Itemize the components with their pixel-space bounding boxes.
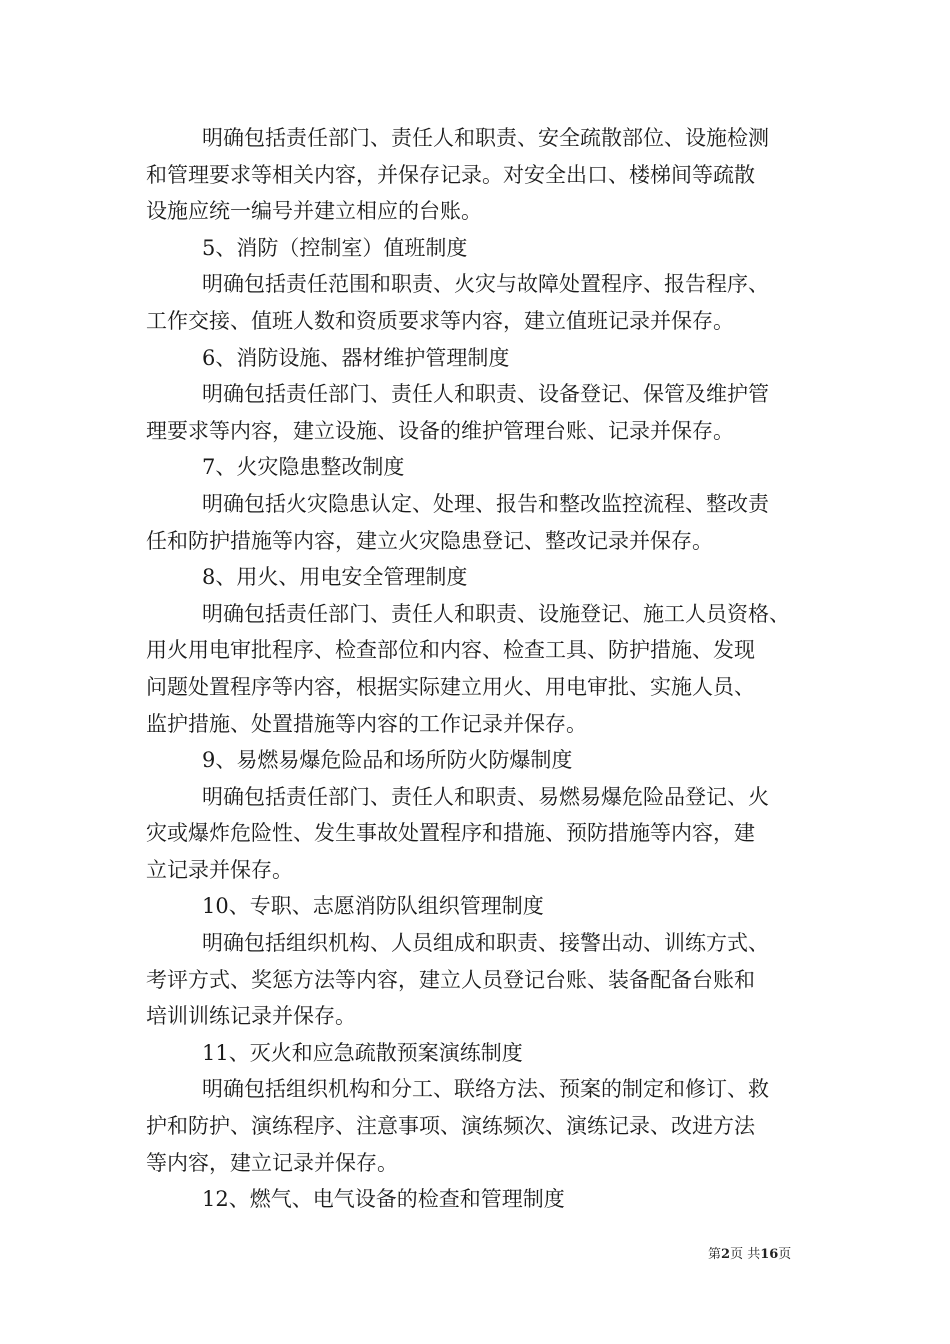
text-line: 理要求等内容，建立设施、设备的维护管理台账、记录并保存。 (146, 418, 734, 443)
total-page-count: 16 (760, 1247, 779, 1262)
text-line: 6、消防设施、器材维护管理制度 (202, 345, 510, 370)
text-line: 明确包括责任范围和职责、火灾与故障处置程序、报告程序、 (202, 272, 769, 297)
footer-middle: 页 共 (730, 1247, 761, 1262)
text-line: 明确包括责任部门、责任人和职责、设备登记、保管及维护管 (202, 382, 769, 407)
footer-prefix: 第 (708, 1247, 722, 1262)
text-line: 立记录并保存。 (146, 857, 293, 882)
text-line: 用火用电审批程序、检查部位和内容、检查工具、防护措施、发现 (146, 638, 755, 663)
text-line: 明确包括责任部门、责任人和职责、设施登记、施工人员资格、 (202, 601, 790, 626)
text-line: 明确包括责任部门、责任人和职责、易燃易爆危险品登记、火 (202, 784, 769, 809)
text-line: 问题处置程序等内容，根据实际建立用火、用电审批、实施人员、 (146, 674, 755, 699)
text-line: 工作交接、值班人数和资质要求等内容，建立值班记录并保存。 (146, 308, 734, 333)
text-line: 9、易燃易爆危险品和场所防火防爆制度 (202, 748, 573, 773)
text-line: 8、用火、用电安全管理制度 (202, 565, 468, 590)
text-line: 12、燃气、电气设备的检查和管理制度 (202, 1187, 565, 1212)
footer-suffix: 页 (778, 1247, 792, 1262)
text-line: 11、灭火和应急疏散预案演练制度 (202, 1040, 523, 1065)
text-line: 7、火灾隐患整改制度 (202, 455, 405, 480)
document-body (146, 120, 810, 1218)
text-line: 设施应统一编号并建立相应的台账。 (146, 199, 482, 224)
current-page-number: 2 (721, 1247, 731, 1262)
text-line: 明确包括火灾隐患认定、处理、报告和整改监控流程、整改责 (202, 491, 769, 516)
page-number-footer (708, 1247, 791, 1263)
text-line: 灾或爆炸危险性、发生事故处置程序和措施、预防措施等内容，建 (146, 821, 755, 846)
text-line: 监护措施、处置措施等内容的工作记录并保存。 (146, 711, 587, 736)
text-line: 明确包括组织机构、人员组成和职责、接警出动、训练方式、 (202, 931, 769, 956)
text-line: 考评方式、奖惩方法等内容，建立人员登记台账、装备配备台账和 (146, 967, 755, 992)
text-line: 5、消防（控制室）值班制度 (202, 235, 468, 260)
text-line: 明确包括责任部门、责任人和职责、安全疏散部位、设施检测 (202, 126, 769, 150)
text-line: 明确包括组织机构和分工、联络方法、预案的制定和修订、救 (202, 1077, 769, 1102)
text-line: 护和防护、演练程序、注意事项、演练频次、演练记录、改进方法 (146, 1114, 755, 1139)
text-line: 任和防护措施等内容，建立火灾隐患登记、整改记录并保存。 (146, 528, 713, 553)
text-line: 培训训练记录并保存。 (146, 1004, 356, 1029)
text-line: 10、专职、志愿消防队组织管理制度 (202, 894, 544, 919)
text-line: 等内容，建立记录并保存。 (146, 1150, 398, 1175)
text-line: 和管理要求等相关内容，并保存记录。对安全出口、楼梯间等疏散 (146, 162, 755, 187)
